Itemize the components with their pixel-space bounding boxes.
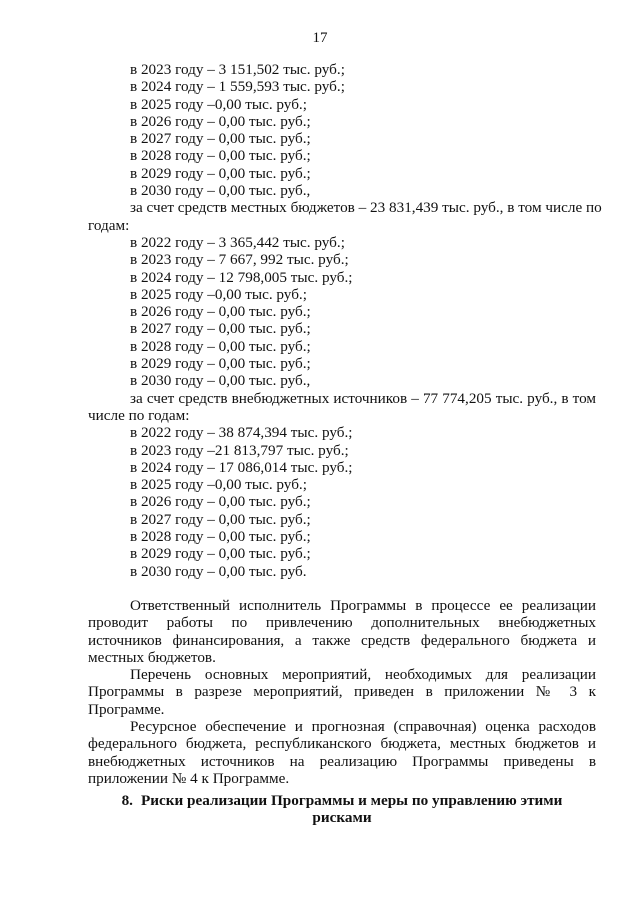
year-line: в 2023 году – 7 667, 992 тыс. руб.; <box>130 251 349 269</box>
local-budget-intro: за счет средств местных бюджетов – 23 831,439 тыс. руб., в том числе по <box>130 199 602 217</box>
section-number: 8. <box>121 792 133 810</box>
year-line: в 2025 году –0,00 тыс. руб.; <box>130 476 307 494</box>
paragraph-line: Ресурсное обеспечение и прогнозная (справочная) оценка расходов <box>130 717 596 735</box>
year-line: в 2023 году – 3 151,502 тыс. руб.; <box>130 61 345 78</box>
year-line: в 2022 году – 3 365,442 тыс. руб.; <box>130 233 345 251</box>
year-line: в 2023 году –21 813,797 тыс. руб.; <box>130 441 349 459</box>
local-budget-intro-cont: годам: <box>88 216 130 234</box>
document-body <box>88 61 602 827</box>
regional-budget-years-list <box>88 61 596 199</box>
section-title-part1: Риски реализации Программы и меры по управлению этими <box>140 792 563 810</box>
spacer <box>88 580 596 597</box>
extrabudget-intro-cont: числе по годам: <box>88 406 190 424</box>
year-line: в 2027 году – 0,00 тыс. руб.; <box>130 130 311 148</box>
extrabudget-intro: за счет средств внебюджетных источников – 77 774,205 тыс. руб., в том <box>130 389 596 407</box>
paragraph-resource-provision <box>88 718 596 787</box>
year-line: в 2029 году – 0,00 тыс. руб.; <box>130 355 311 373</box>
year-line: в 2030 году – 0,00 тыс. руб. <box>130 562 307 580</box>
paragraph-line: приложении № 4 к Программе. <box>88 769 290 787</box>
year-line: в 2022 году – 38 874,394 тыс. руб.; <box>130 424 353 442</box>
year-line: в 2029 году – 0,00 тыс. руб.; <box>130 164 311 182</box>
paragraph-line: Программе. <box>88 700 165 718</box>
paragraph-activities-list <box>88 666 596 718</box>
local-budget-years-list <box>88 234 596 390</box>
paragraph-line: местных бюджетов. <box>88 648 216 666</box>
year-line: в 2028 году – 0,00 тыс. руб.; <box>130 337 311 355</box>
year-line: в 2026 году – 0,00 тыс. руб.; <box>130 112 311 130</box>
paragraph-line: федерального бюджета, республиканского бюджета, местных бюджетов и <box>88 735 596 753</box>
paragraph-line: внебюджетных источников на реализацию Программы приведены в <box>88 752 596 770</box>
paragraph-line: Перечень основных мероприятий, необходимых для реализации <box>130 666 596 684</box>
section-heading-line1 <box>88 792 596 809</box>
year-line: в 2030 году – 0,00 тыс. руб., <box>130 182 311 200</box>
year-line: в 2024 году – 12 798,005 тыс. руб.; <box>130 268 353 286</box>
year-line: в 2030 году – 0,00 тыс. руб., <box>130 372 311 390</box>
year-line: в 2026 году – 0,00 тыс. руб.; <box>130 303 311 321</box>
paragraph-line: источников финансирования, а также средств федерального бюджета и <box>88 631 596 649</box>
year-line: в 2025 году –0,00 тыс. руб.; <box>130 95 307 113</box>
extrabudget-years-list <box>88 424 596 580</box>
year-line: в 2028 году – 0,00 тыс. руб.; <box>130 528 311 546</box>
page-number: 17 <box>312 30 328 46</box>
year-line: в 2028 году – 0,00 тыс. руб.; <box>130 147 311 165</box>
paragraph-line: проводит работы по привлечению дополнительных внебюджетных <box>88 614 596 632</box>
section-title-part2: рисками <box>312 809 372 827</box>
paragraph-responsible-executor <box>88 597 596 666</box>
year-line: в 2024 году – 1 559,593 тыс. руб.; <box>130 78 345 96</box>
year-line: в 2029 году – 0,00 тыс. руб.; <box>130 545 311 563</box>
year-line: в 2027 году – 0,00 тыс. руб.; <box>130 510 311 528</box>
paragraph-line: Программы в разрезе мероприятий, приведен в приложении № 3 к <box>88 683 596 701</box>
year-line: в 2024 году – 17 086,014 тыс. руб.; <box>130 458 353 476</box>
year-line: в 2026 году – 0,00 тыс. руб.; <box>130 493 311 511</box>
paragraph-line: Ответственный исполнитель Программы в процессе ее реализации <box>130 596 596 614</box>
year-line: в 2027 году – 0,00 тыс. руб.; <box>130 320 311 338</box>
section-heading <box>88 792 596 827</box>
year-line: в 2025 году –0,00 тыс. руб.; <box>130 285 307 303</box>
